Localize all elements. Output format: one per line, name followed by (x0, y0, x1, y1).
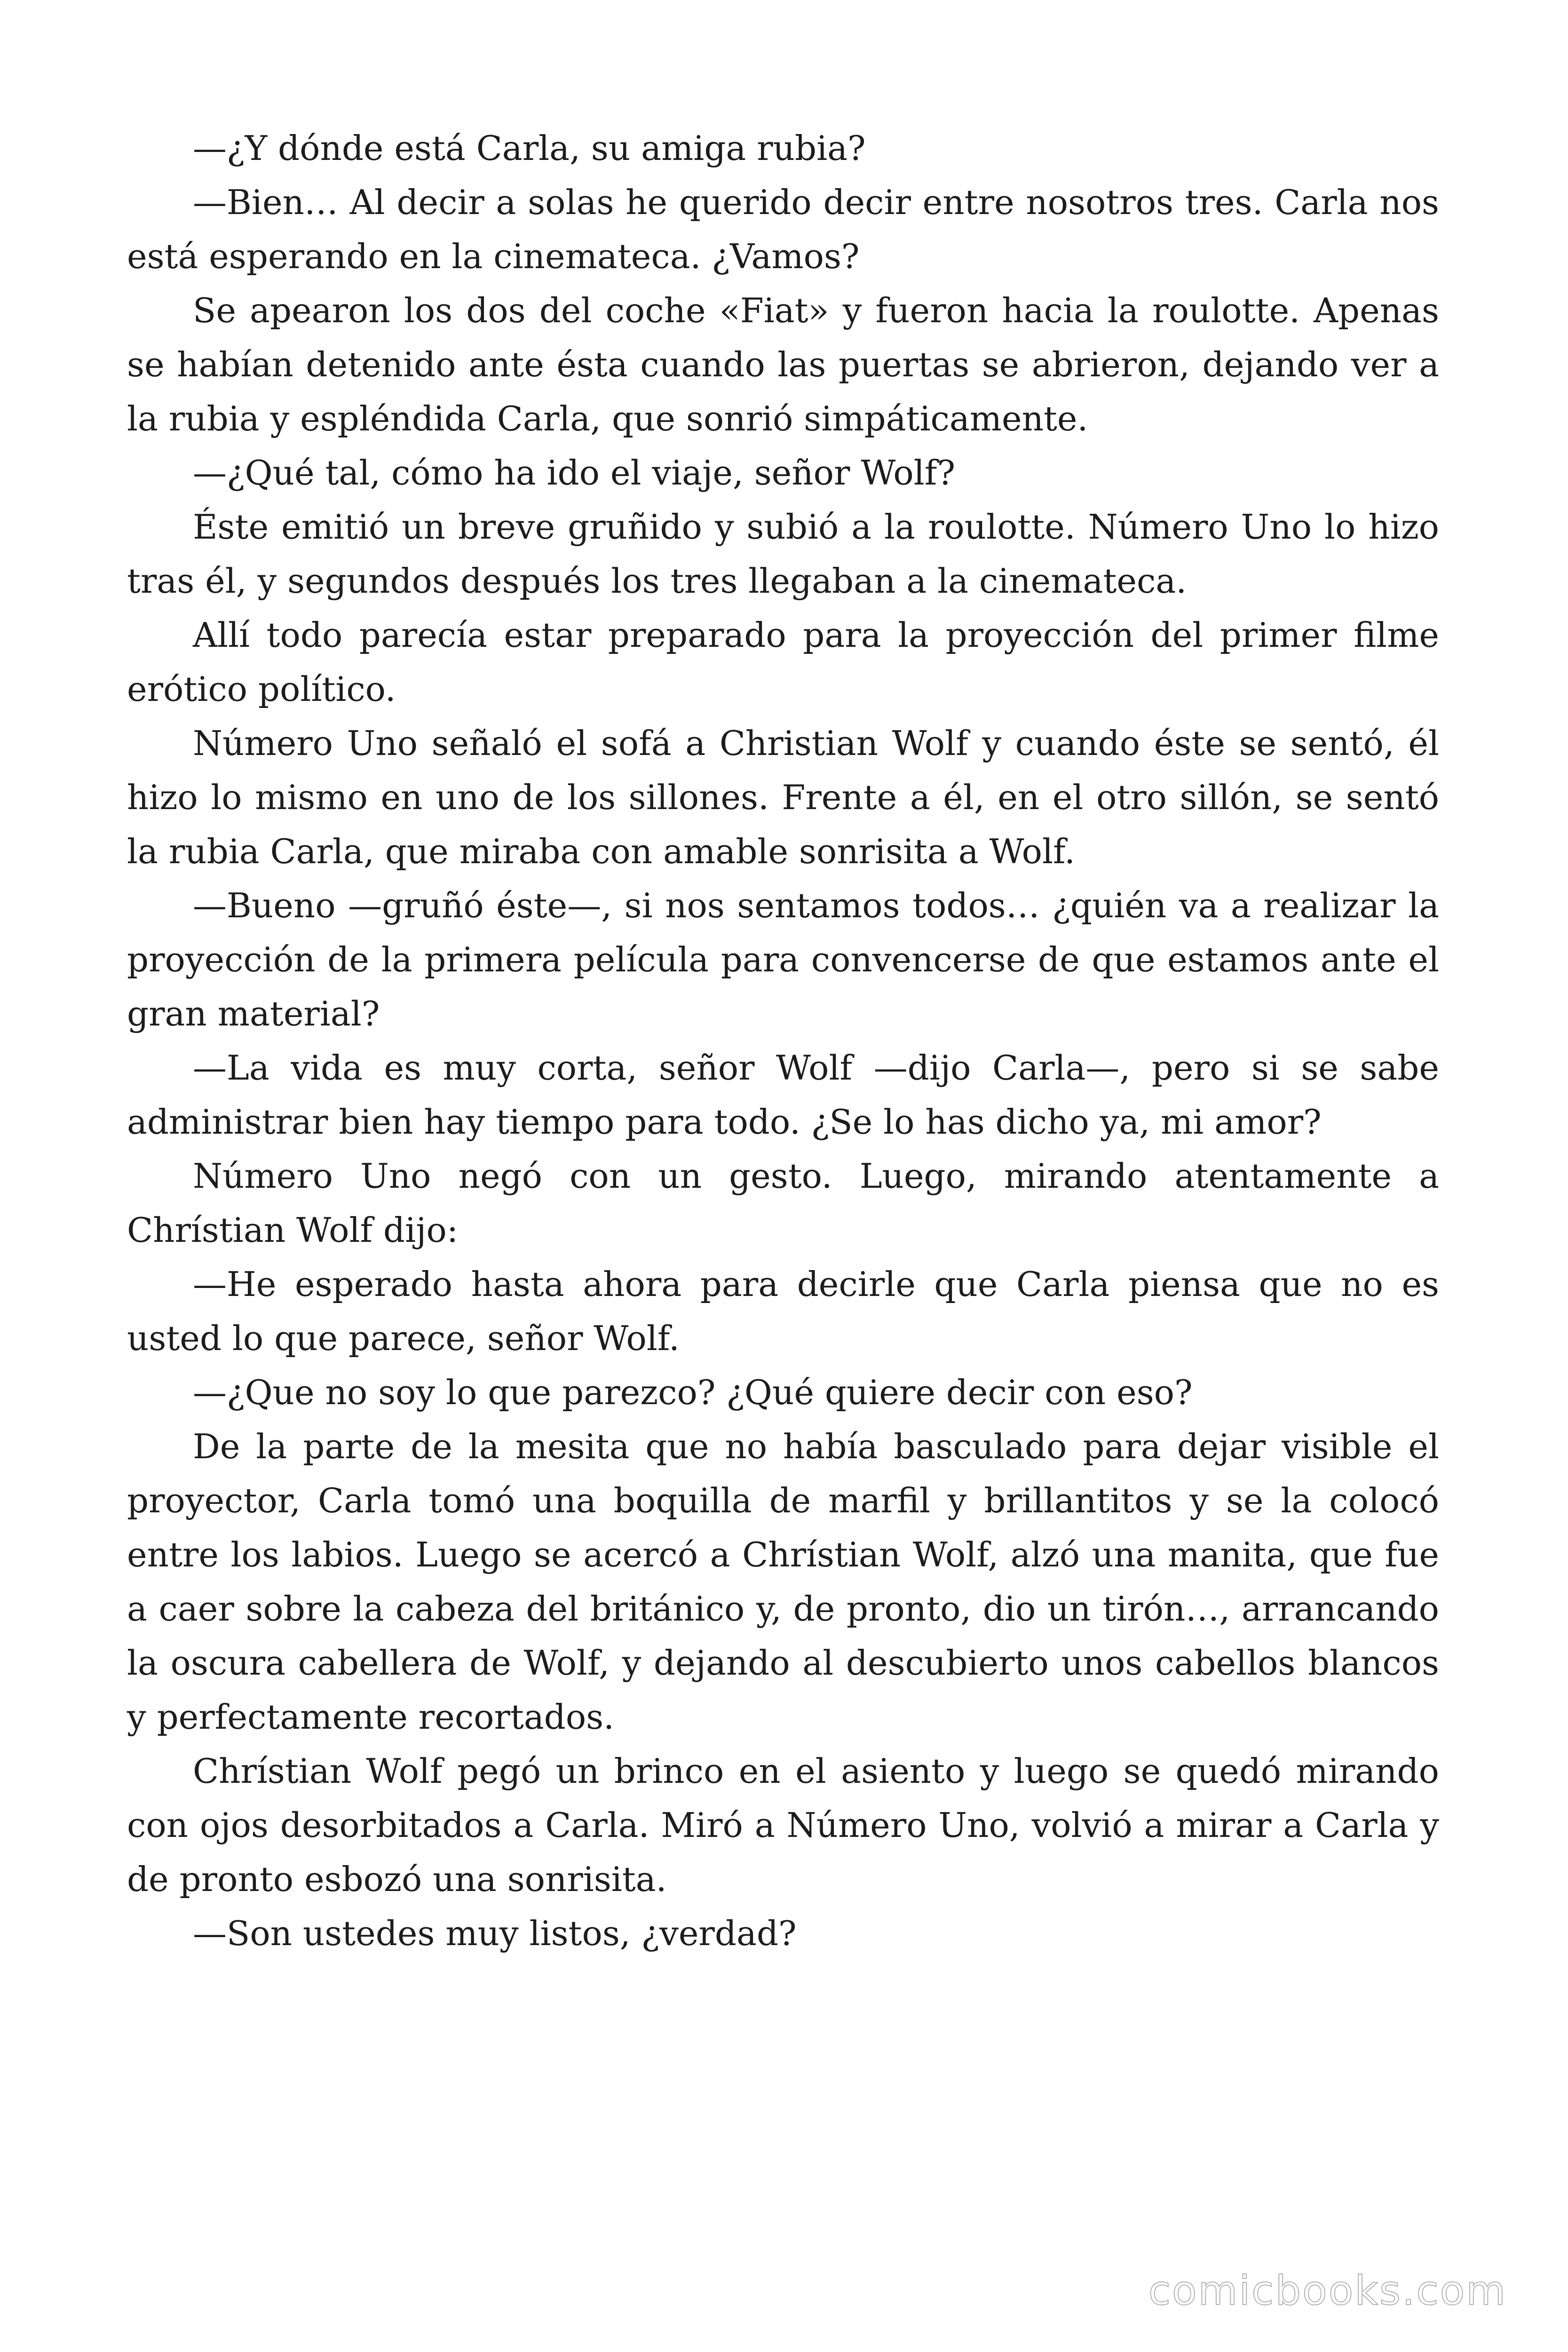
paragraph: —Bien… Al decir a solas he querido decir entre nosotros tres. Carla nos está esperando en la cinemateca. ¿Vamos? (127, 183, 1439, 276)
paragraph: —¿Que no soy lo que parezco? ¿Qué quiere decir con eso? (193, 1373, 1193, 1412)
paragraph: Número Uno negó con un gesto. Luego, mirando atentamente a Chrístian Wolf dijo: (127, 1156, 1439, 1250)
watermark-text: comicbooks.com (1148, 2267, 1507, 2314)
paragraph: De la parte de la mesita que no había basculado para dejar visible el proyector, Carla tomó una boquilla de marfil y brillantitos y se la colocó entre los labios. Luego se acercó a Chrístian Wolf, alzó una manita, que fue a caer sobre la cabeza del británico y, de pronto, dio un tirón…, arrancando la oscura cabellera de Wolf, y dejando al descubierto unos cabellos blancos y perfectamente recortados. (127, 1427, 1439, 1737)
paragraph: Chrístian Wolf pegó un brinco en el asiento y luego se quedó mirando con ojos desorbitados a Carla. Miró a Número Uno, volvió a mirar a Carla y de pronto esbozó una sonrisita. (127, 1751, 1439, 1899)
paragraph: Éste emitió un breve gruñido y subió a la roulotte. Número Uno lo hizo tras él, y segundos después los tres llegaban a la cinemateca. (127, 507, 1439, 601)
paragraph: —Son ustedes muy listos, ¿verdad? (193, 1914, 797, 1953)
paragraph: Se apearon los dos del coche «Fiat» y fueron hacia la roulotte. Apenas se habían detenido ante ésta cuando las puertas se abrieron, dejando ver a la rubia y espléndida Carla, que sonrió simpáticamente. (127, 291, 1439, 438)
paragraph: —Bueno —gruñó éste—, si nos sentamos todos… ¿quién va a realizar la proyección de la primera película para convencerse de que estamos ante el gran material? (127, 886, 1439, 1033)
paragraph: —¿Qué tal, cómo ha ido el viaje, señor Wolf? (193, 453, 956, 493)
paragraph: —¿Y dónde está Carla, su amiga rubia? (193, 128, 866, 168)
paragraph: —He esperado hasta ahora para decirle que Carla piensa que no es usted lo que parece, señor Wolf. (127, 1264, 1439, 1358)
paragraph: Allí todo parecía estar preparado para la proyección del primer filme erótico político. (127, 615, 1439, 709)
paragraph: Número Uno señaló el sofá a Christian Wolf y cuando éste se sentó, él hizo lo mismo en uno de los sillones. Frente a él, en el otro sillón, se sentó la rubia Carla, que miraba con amable sonrisita a Wolf. (127, 723, 1439, 871)
book-page-text (127, 121, 1439, 1961)
paragraph: —La vida es muy corta, señor Wolf —dijo Carla—, pero si se sabe administrar bien hay tiempo para todo. ¿Se lo has dicho ya, mi amor? (127, 1048, 1439, 1142)
